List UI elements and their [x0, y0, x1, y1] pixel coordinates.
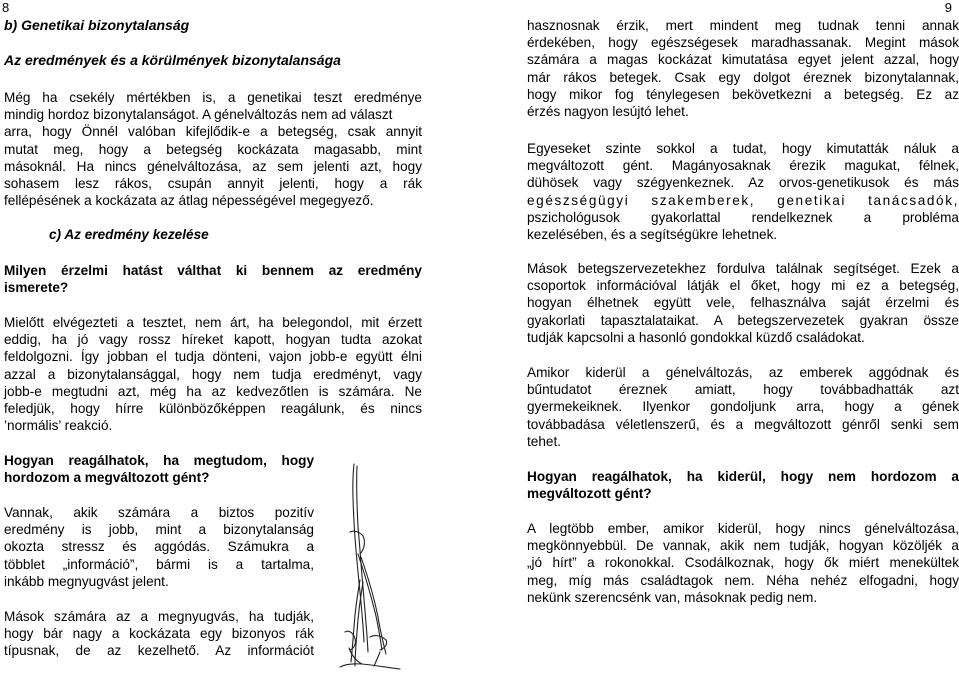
subheading-uncertainty: Az eredmények és a körülmények bizonytalansága [4, 52, 341, 68]
text-line: feldolgozni. Így jobban el tudja dönteni, vajon jobb-e együtt élni [4, 349, 422, 365]
text-line: ’normális’ reakció. [4, 418, 113, 434]
text-line: tudják kapcsolni a hasonló gondokkal küzdő családokat. [527, 329, 865, 345]
text-line: azzal a bizonytalansággal, hogy nem tudja eredményt, vagy [4, 366, 422, 382]
text-line: hasznosnak érzik, mert mindent meg tudnak tenni annak [527, 18, 959, 33]
text-line: mutat meg, hogy a betegség kockázata magasabb, mint [4, 141, 422, 157]
text-line: többlet „információ”, bármi is a tartalma, [4, 556, 314, 572]
sketch-figure-icon [330, 462, 405, 672]
text-line: arra, hogy Önnél valóban kifejlődik-e a betegség, csak annyit [4, 124, 422, 140]
text-line: okozta stressz és aggódás. Számukra a [4, 539, 314, 555]
text-line: inkább megnyugvást jelent. [4, 573, 169, 589]
text-line: Még ha csekély mértékben is, a genetikai teszt eredménye [4, 90, 422, 105]
text-line: gyermekeiknek. Ilyenkor gondoljunk arra, hogy a gének [527, 399, 959, 415]
heading-genetic-uncertainty: b) Genetikai bizonytalanság [4, 17, 190, 33]
text-line: eredmény is jobb, mint a bizonytalanság [4, 522, 314, 538]
text-line: gyakorlati tapasztalataikat. A betegszervezetek gyakran össze [527, 312, 959, 328]
text-line: érzés nagyon lesújtó lehet. [527, 104, 689, 120]
paragraph-uncertainty [4, 89, 422, 209]
text-line: „jó hírt” a rokonokkal. Csodálkoznak, hogy ők miért menekültek [527, 555, 959, 571]
text-line: típusnak, de az kezelhető. Az információt [4, 643, 314, 659]
question-carrier-reaction [4, 452, 314, 486]
paragraph-reassurance [4, 608, 314, 660]
paragraph-useful-info [527, 17, 959, 120]
text-line: fellépésének a kockázata az átlag népességével megegyező. [4, 193, 374, 209]
paragraph-positive-result [4, 504, 314, 590]
text-line: tehet. [527, 433, 562, 449]
text-line: már rákos betegek. Csak egy dolgot éreznek bizonytalannak, [527, 69, 959, 85]
text-line: kezelésében, és a segítségükre lehetnek. [527, 227, 778, 243]
text-line: Vannak, akik számára a biztos pozitív [4, 505, 314, 520]
page-number-right: 9 [944, 0, 952, 15]
text-line: ismerete? [4, 280, 69, 296]
text-line: Amikor kiderül a génelváltozás, az emberek aggódnak és [527, 365, 959, 380]
text-line: Milyen érzelmi hatást válthat ki bennem az eredmény [4, 263, 422, 278]
text-line: hordozom a megváltozott gént? [4, 470, 210, 486]
text-line: megkönnyebbül. De vannak, akik nem tudják, hogyan közöljék a [527, 538, 959, 554]
text-line: Mások betegszervezetekhez fordulva találnak segítséget. Ezek a [527, 261, 959, 276]
paragraph-before-test [4, 314, 422, 434]
question-emotional-impact [4, 262, 422, 296]
text-line: dühösek vagy szégyenkeznek. Az orvos-genetikusok és más [527, 175, 959, 191]
text-line: Egyeseket szinte sokkol a tudat, hogy kimutatták náluk a [527, 141, 959, 156]
text-line: A legtöbb ember, amikor kiderül, hogy nincs génelváltozása, [527, 521, 959, 536]
text-line: hogyan élhetnek együtt vele, felhasználva saját érzelmi és [527, 295, 959, 311]
text-line: megváltozott gént? [527, 486, 652, 502]
text-line: nekünk szerencsénk van, másoknak pedig nem. [527, 589, 818, 605]
text-line: megváltozott gént. Magányosaknak érezik magukat, félnek, [527, 158, 959, 174]
text-line: hogy bár nagy a kockázata egy bizonyos rák [4, 626, 314, 642]
paragraph-shock [527, 140, 959, 243]
text-line: sohasem lesz rákos, csupán annyit jelenti, hogy a rák [4, 176, 422, 192]
text-line: csoportok információval látják el őket, hogy mi ez a betegség, [527, 278, 959, 294]
text-line: Hogyan reagálhatok, ha kiderül, hogy nem hordozom a [527, 469, 959, 484]
text-line: Hogyan reagálhatok, ha megtudom, hogy [4, 453, 314, 468]
text-line: mindig hordoz bizonytalanságot. A génelváltozás nem ad választ [4, 107, 393, 123]
text-line: számára a magas kockázat kimutatása egyet jelent azzal, hogy [527, 52, 959, 68]
text-line: egészségügyi szakemberek, genetikai tanácsadók, [527, 192, 959, 208]
text-line: továbbadása véletlenszerű, és a megváltozott génről senki sem [527, 416, 959, 432]
paragraph-relief [527, 520, 959, 606]
text-line: érdekében, hogy egészségesek maradhassanak. Megint mások [527, 35, 959, 51]
question-non-carrier-reaction [527, 468, 959, 502]
page-number-left: 8 [2, 0, 10, 15]
text-line: meg, míg más családtagok nem. Néha nehéz elfogadni, hogy [527, 572, 959, 588]
heading-result-handling: c) Az eredmény kezelése [49, 227, 209, 242]
text-line: eddig, ha jó vagy rossz híreket kapott, hogyan tudta azokat [4, 332, 422, 348]
text-line: Mások számára az a megnyugvás, ha tudják, [4, 609, 314, 624]
paragraph-guilt [527, 364, 959, 450]
paragraph-patient-organizations [527, 260, 959, 346]
text-line: Mielőtt elvégezteti a tesztet, nem árt, ha belegondol, mit érzett [4, 315, 422, 330]
text-line: bűntudatot éreznek amiatt, hogy továbbadhatták azt [527, 382, 959, 398]
text-line: hogy mikor fog ténylegesen bekövetkezni a betegség. Ez az [527, 86, 959, 102]
text-line: másoknál. Ha nincs génelváltozása, az sem jelenti azt, hogy [4, 158, 422, 174]
text-line: feledjük, hogy hírre különbözőképpen reagálunk, és nincs [4, 401, 422, 417]
text-line: pszichológusok gyakorlattal rendelkeznek a probléma [527, 209, 959, 225]
text-line: jobb-e megtudni azt, még ha az kedvezőtlen is számára. Ne [4, 383, 422, 399]
